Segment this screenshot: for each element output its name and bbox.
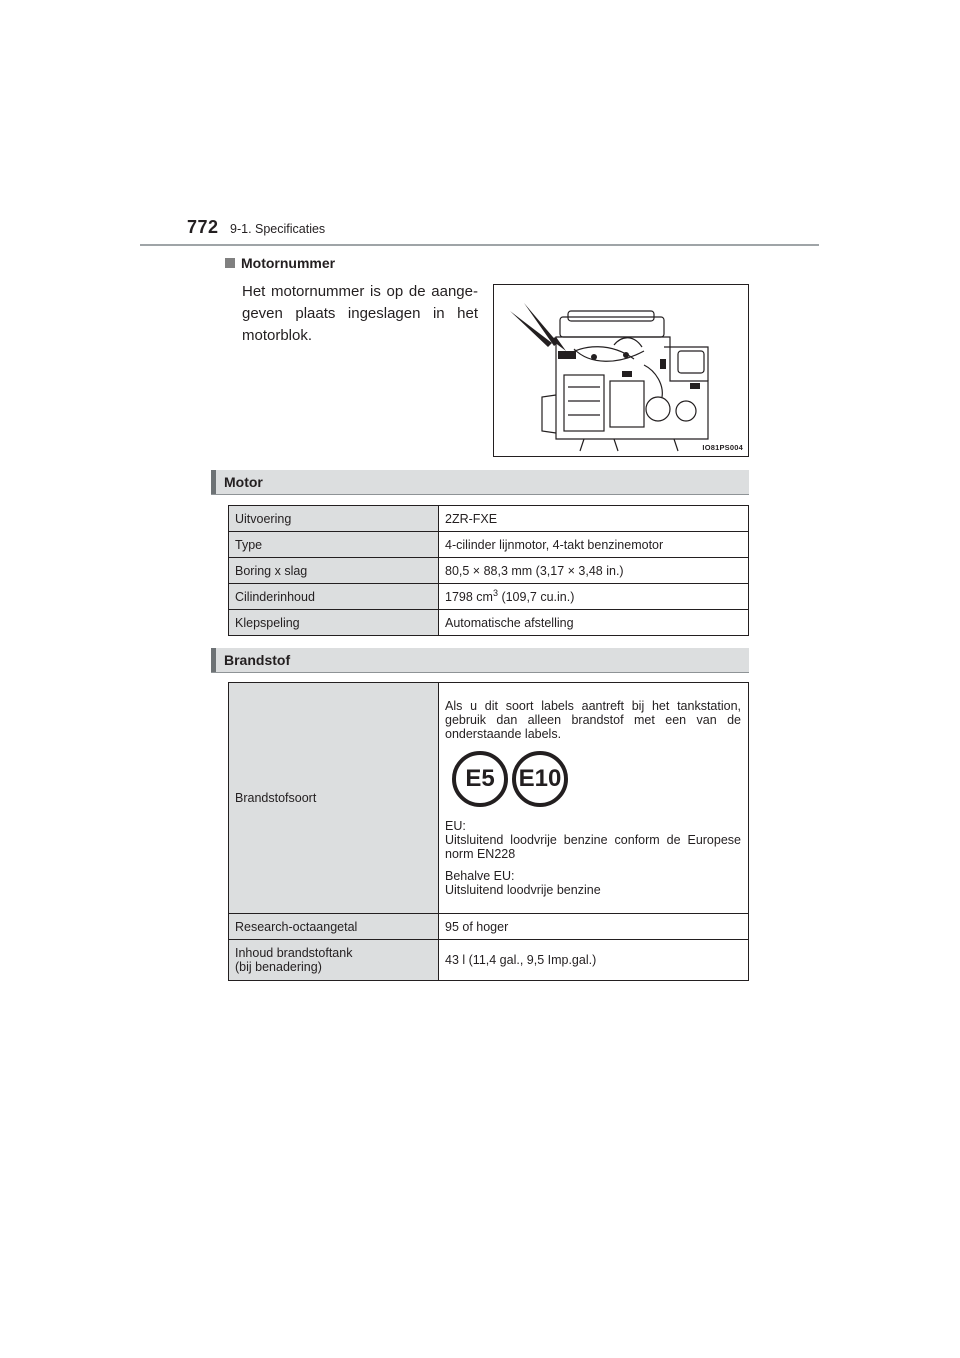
row-value <box>439 683 749 914</box>
motor-spec-table <box>228 505 749 636</box>
row-value: 80,5 × 88,3 mm (3,17 × 3,48 in.) <box>439 558 749 584</box>
figure-code: IO81PS004 <box>702 443 743 452</box>
fuel-section-title: Brandstof <box>224 652 291 668</box>
displacement-superscript: 3 <box>492 588 498 599</box>
motor-section-title: Motor <box>224 474 263 490</box>
table-row <box>229 940 749 981</box>
fuel-spec-table <box>228 682 749 981</box>
row-label <box>229 940 439 981</box>
engine-figure <box>493 284 749 457</box>
page-number: 772 <box>187 217 219 237</box>
row-value: 95 of hoger <box>439 914 749 940</box>
table-row <box>229 914 749 940</box>
row-value: Automatische afstelling <box>439 610 749 636</box>
table-row <box>229 558 749 584</box>
row-label: Research-octaangetal <box>229 914 439 940</box>
row-value <box>439 584 749 610</box>
row-value: 43 l (11,4 gal., 9,5 Imp.gal.) <box>439 940 749 981</box>
table-row <box>229 610 749 636</box>
table-row <box>229 683 749 914</box>
row-label: Cilinderinhoud <box>229 584 439 610</box>
square-bullet-icon <box>225 258 235 268</box>
eu-heading: EU: <box>445 819 466 833</box>
section-bar <box>211 470 216 494</box>
row-label: Type <box>229 532 439 558</box>
row-label: Uitvoering <box>229 506 439 532</box>
fuel-label-icons <box>452 751 741 807</box>
fuel-section-header <box>211 648 749 673</box>
displacement-suffix: (109,7 cu.in.) <box>497 590 575 605</box>
non-eu-heading: Behalve EU: <box>445 869 515 883</box>
table-row <box>229 506 749 532</box>
header-rule <box>140 244 819 246</box>
row-label: Boring x slag <box>229 558 439 584</box>
row-label: Klepspeling <box>229 610 439 636</box>
section-bar <box>211 648 216 672</box>
non-eu-text: Uitsluitend loodvrije benzine <box>445 883 601 897</box>
table-row <box>229 584 749 610</box>
table-row <box>229 532 749 558</box>
e10-label-icon: E10 <box>512 751 568 807</box>
row-value: 4-cilinder lijnmotor, 4-takt benzinemotor <box>439 532 749 558</box>
e5-label-icon: E5 <box>452 751 508 807</box>
engine-number-heading-text: Motornummer <box>241 255 336 271</box>
row-value: 2ZR-FXE <box>439 506 749 532</box>
eu-text: Uitsluitend loodvrije benzine conform de Europese norm EN228 <box>445 833 741 861</box>
engine-number-heading <box>225 255 335 271</box>
engine-illustration <box>494 285 748 456</box>
fuel-intro: Als u dit soort labels aantreft bij het tankstation, gebruik dan alleen brandstof met een van de onderstaande labels. <box>445 699 741 741</box>
section-label: 9-1. Specificaties <box>230 222 326 236</box>
tank-label-line2: (bij benadering) <box>235 960 322 974</box>
motor-section-header <box>211 470 749 495</box>
engine-number-text: Het motornummer is op de aangegeven plaats ingeslagen in het motorblok. <box>242 283 478 344</box>
row-label: Brandstofsoort <box>229 683 439 914</box>
tank-label-line1: Inhoud brandstoftank <box>235 946 353 960</box>
displacement-value: 1798 cm <box>445 590 493 605</box>
